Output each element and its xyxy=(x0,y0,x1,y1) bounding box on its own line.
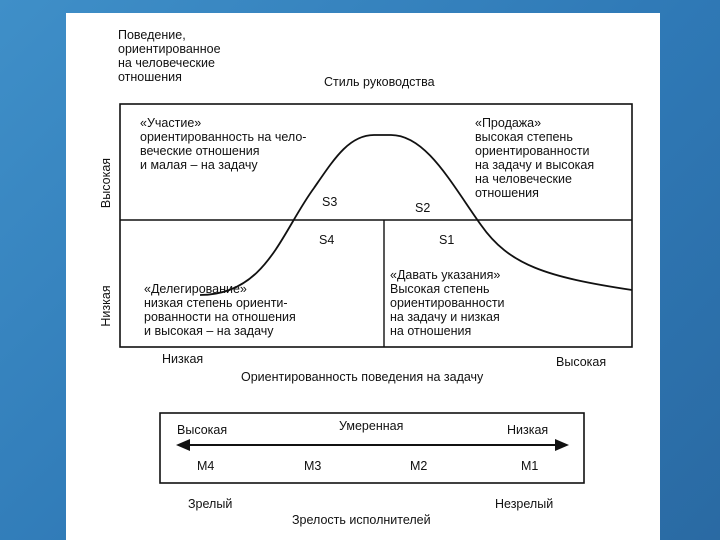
y-high-label: Высокая xyxy=(99,157,113,209)
telling-line-3: на задачу и низкая xyxy=(390,310,500,324)
maturity-low-label: Низкая xyxy=(507,423,549,437)
style-s1-label: S1 xyxy=(439,233,455,247)
maturity-level-m3: M3 xyxy=(304,459,322,473)
selling-line-2: ориентированности xyxy=(475,144,590,158)
arrow-right-icon xyxy=(555,439,569,451)
y-low-label: Низкая xyxy=(99,285,113,327)
participating-line-3: и малая – на задачу xyxy=(140,158,258,172)
delegating-line-2: рованности на отношения xyxy=(144,310,296,324)
relationship-axis-title-line-3: на человеческие xyxy=(118,56,215,70)
maturity-level-m2: M2 xyxy=(410,459,428,473)
maturity-level-m4: M4 xyxy=(197,459,215,473)
mature-label: Зрелый xyxy=(188,497,233,511)
maturity-title: Зрелость исполнителей xyxy=(292,513,431,527)
selling-line-3: на задачу и высокая xyxy=(475,158,595,172)
relationship-axis-title-line-1: Поведение, xyxy=(118,28,186,42)
delegating-title: «Делегирование» xyxy=(144,282,247,296)
telling-line-2: ориентированности xyxy=(390,296,505,310)
slide xyxy=(66,13,660,540)
participating-line-1: ориентированность на чело- xyxy=(140,130,307,144)
style-s3-label: S3 xyxy=(322,195,338,209)
maturity-high-label: Высокая xyxy=(177,423,228,437)
telling-line-4: на отношения xyxy=(390,324,472,338)
telling-line-1: Высокая степень xyxy=(390,282,490,296)
style-title: Стиль руководства xyxy=(324,75,435,89)
x-low-label: Низкая xyxy=(162,352,204,366)
delegating-line-3: и высокая – на задачу xyxy=(144,324,274,338)
participating-title: «Участие» xyxy=(140,116,202,130)
telling-title: «Давать указания» xyxy=(390,268,501,282)
situational-leadership-diagram xyxy=(66,13,660,540)
maturity-level-m1: M1 xyxy=(521,459,539,473)
selling-line-5: отношения xyxy=(475,186,539,200)
relationship-axis-title-line-4: отношения xyxy=(118,70,182,84)
selling-title: «Продажа» xyxy=(475,116,542,130)
delegating-line-1: низкая степень ориенти- xyxy=(144,296,288,310)
participating-line-2: веческие отношения xyxy=(140,144,260,158)
style-s4-label: S4 xyxy=(319,233,335,247)
x-high-label: Высокая xyxy=(556,355,607,369)
relationship-axis-title-line-2: ориентированное xyxy=(118,42,221,56)
arrow-left-icon xyxy=(176,439,190,451)
immature-label: Незрелый xyxy=(495,497,554,511)
task-axis-title: Ориентированность поведения на задачу xyxy=(241,370,484,384)
maturity-moderate-label: Умеренная xyxy=(339,419,404,433)
selling-line-4: на человеческие xyxy=(475,172,572,186)
style-s2-label: S2 xyxy=(415,201,431,215)
selling-line-1: высокая степень xyxy=(475,130,573,144)
